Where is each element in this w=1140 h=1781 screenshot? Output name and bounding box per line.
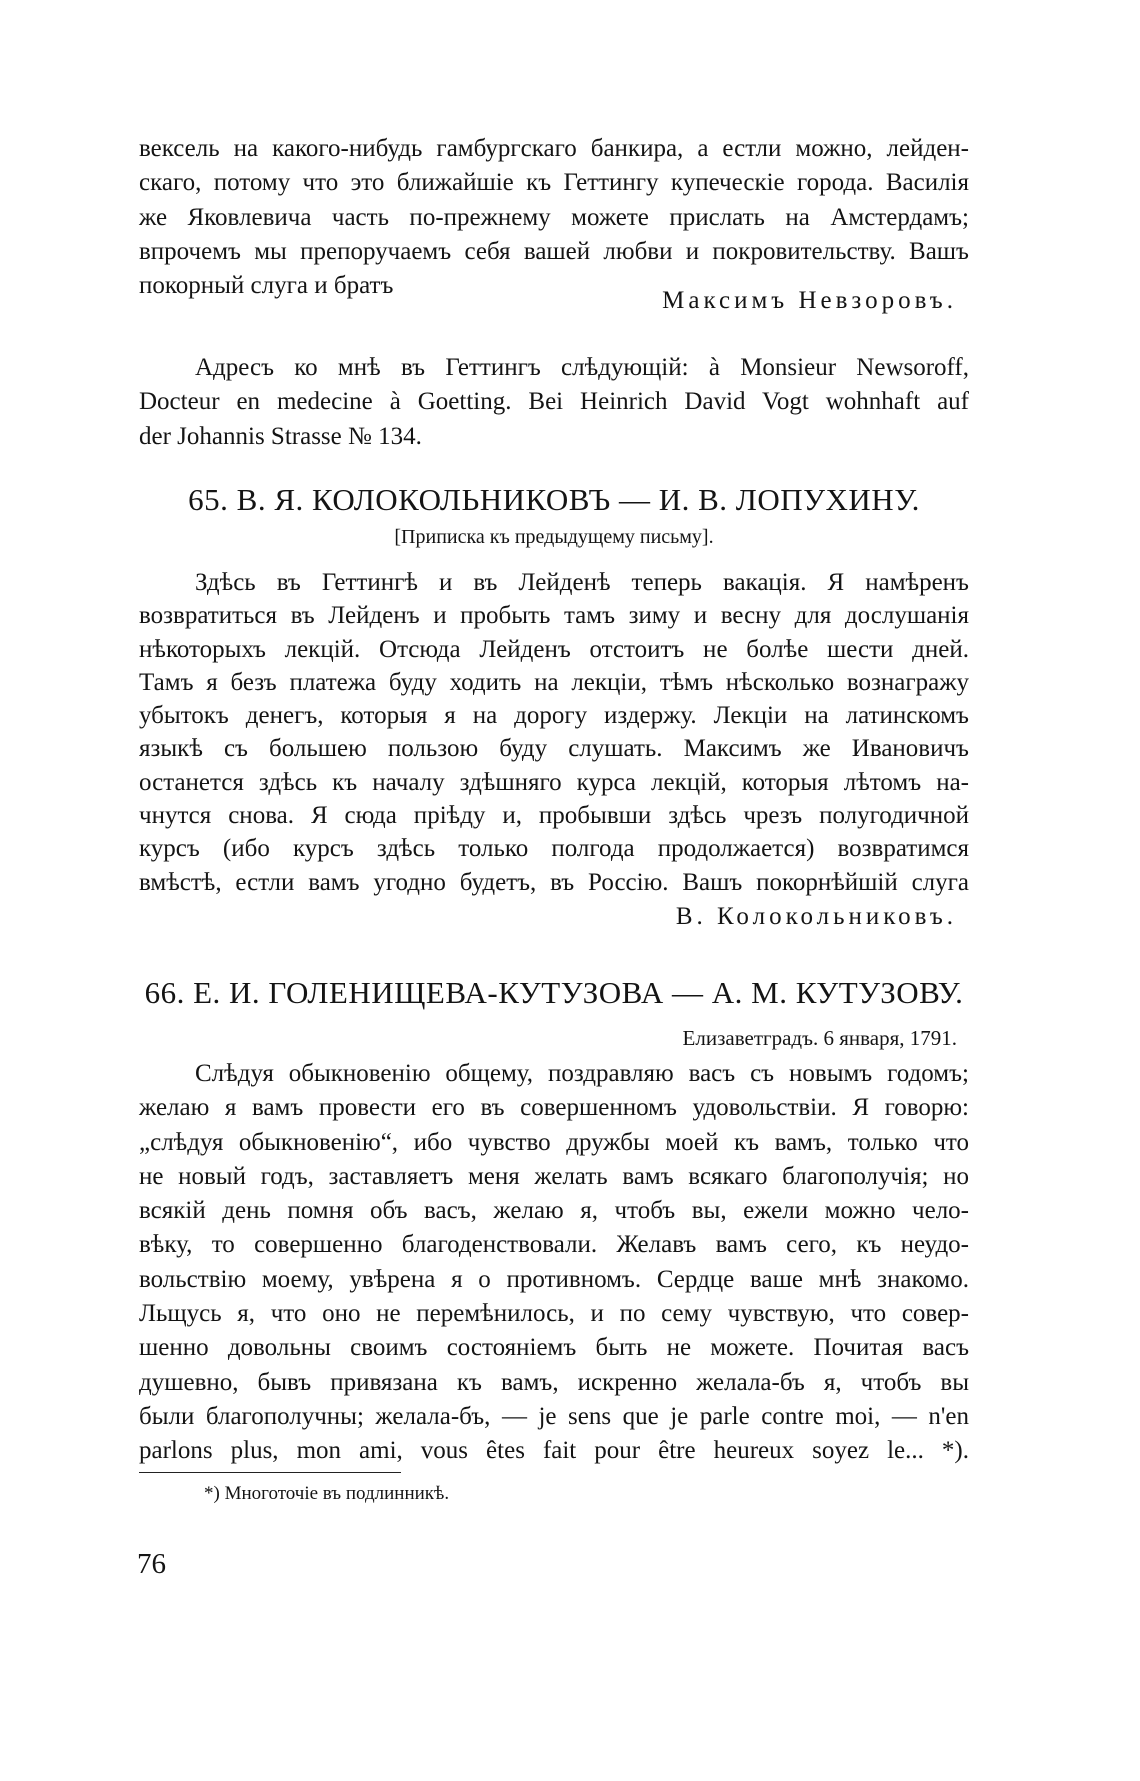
text-line: Здѣсь въ Геттингѣ и въ Лейденѣ теперь вакація. Я намѣренъ (195, 569, 969, 596)
section-subheading: [Приписка къ предыдущему письму]. (394, 526, 714, 548)
letter-65-body (139, 566, 969, 899)
text-line: нѣкоторыхъ лекцій. Отсюда Лейденъ отстоитъ не болѣе шести дней. (139, 635, 969, 663)
section-heading: 66. Е. И. ГОЛЕНИЩЕВА-КУТУЗОВА — А. М. КУТУЗОВУ. (144, 975, 964, 1010)
letter-65-header (139, 482, 969, 518)
text-line: Слѣдуя обыкновенію общему, поздравляю васъ съ новымъ годомъ; (195, 1060, 969, 1087)
text-line: parlons plus, mon ami, vous êtes fait pour être heureux soyez le... *). (139, 1437, 969, 1465)
text-line: вмѣстѣ, естли вамъ угодно будетъ, въ Россію. Вашъ покорнѣйшій слуга (139, 868, 969, 896)
letter-66-header (139, 975, 969, 1011)
letter-65-subheader (139, 526, 969, 549)
section-heading: 65. В. Я. КОЛОКОЛЬНИКОВЪ — И. В. ЛОПУХИНУ. (188, 482, 920, 517)
text-line: останется здѣсь къ началу здѣшняго курса лекцій, которыя лѣтомъ на- (139, 768, 969, 796)
text-line: же Яковлевича часть по-прежнему можете прислать на Амстердамъ; (139, 203, 969, 231)
page-number: 76 (137, 1548, 166, 1580)
text-line: Адресъ ко мнѣ въ Геттингъ слѣдующій: à Monsieur Newsoroff, (195, 354, 969, 381)
text-line: Льщусь я, что оно не перемѣнилось, и по сему чувствую, что совер- (139, 1300, 969, 1328)
footnote: *) Многоточіе въ подлинникѣ. (204, 1483, 450, 1504)
text-line: покорный слуга и братъ (139, 272, 394, 300)
letter-66-body (139, 1057, 969, 1469)
signature: Максимъ Невзоровъ. (662, 287, 957, 314)
text-line: убытокъ денегъ, которыя я на дорогу издержу. Лекціи на латинскомъ (139, 702, 969, 730)
text-line: были благополучны; желала-бъ, — je sens que je parle contre moi, — n'en (139, 1402, 969, 1430)
letter-65-signature-block (139, 903, 969, 931)
text-line: желаю я вамъ провести его въ совершенномъ удовольствіи. Я говорю: (139, 1094, 969, 1122)
text-line: вѣку, то совершенно благоденствовали. Желавъ вамъ сего, къ неудо- (139, 1231, 969, 1259)
text-line: der Johannis Strasse № 134. (139, 422, 422, 450)
text-line: курсъ (ибо курсъ здѣсь только полгода продолжается) возвратимся (139, 835, 969, 863)
text-line: возвратиться въ Лейденъ и пробыть тамъ зиму и весну для дослушанія (139, 602, 969, 630)
text-line: Тамъ я безъ платежа буду ходить на лекціи, тѣмъ нѣсколько вознагражу (139, 668, 969, 696)
text-line: душевно, бывъ привязана къ вамъ, искренно желала-бъ я, чтобъ вы (139, 1368, 969, 1396)
text-line: Docteur en medecine à Goetting. Bei Heinrich David Vogt wohnhaft auf (139, 388, 969, 416)
text-line: вексель на какого-нибудь гамбургскаго банкира, а естли можно, лейден- (139, 135, 969, 162)
signature: В. Колокольниковъ. (675, 903, 957, 930)
text-line: впрочемъ мы препоручаемъ себя вашей любви и покровительству. Вашъ (139, 237, 969, 265)
letter-64-signature-block (139, 287, 969, 315)
text-line: вольствію моему, увѣрена я о противномъ. Сердце ваше мнѣ знакомо. (139, 1265, 969, 1293)
text-line: „слѣдуя обыкновенію“, ибо чувство дружбы моей къ вамъ, только что (139, 1128, 969, 1156)
text-line: не новый годъ, заставляетъ меня желать вамъ всякаго благополучія; но (139, 1162, 969, 1190)
text-line: языкѣ съ большею пользою буду слушать. Максимъ же Ивановичъ (139, 735, 969, 763)
text-line: скаго, потому что это ближайшіе къ Геттингу купеческіе города. Василія (139, 169, 969, 197)
text-line: всякій день помня объ васъ, желаю я, чтобъ вы, ежели можно чело- (139, 1197, 969, 1225)
footnote-divider (139, 1472, 401, 1473)
letter-64-body (139, 132, 969, 303)
text-line: шенно довольны своимъ состояніемъ быть не можете. Почитая васъ (139, 1334, 969, 1362)
address-paragraph (139, 351, 969, 454)
letter-66-dateline-block (139, 1026, 969, 1051)
dateline: Елизаветградъ. 6 января, 1791. (682, 1026, 957, 1050)
text-line: чнутся снова. Я сюда пріѣду и, пробывши здѣсь чрезъ полугодичной (139, 802, 969, 830)
